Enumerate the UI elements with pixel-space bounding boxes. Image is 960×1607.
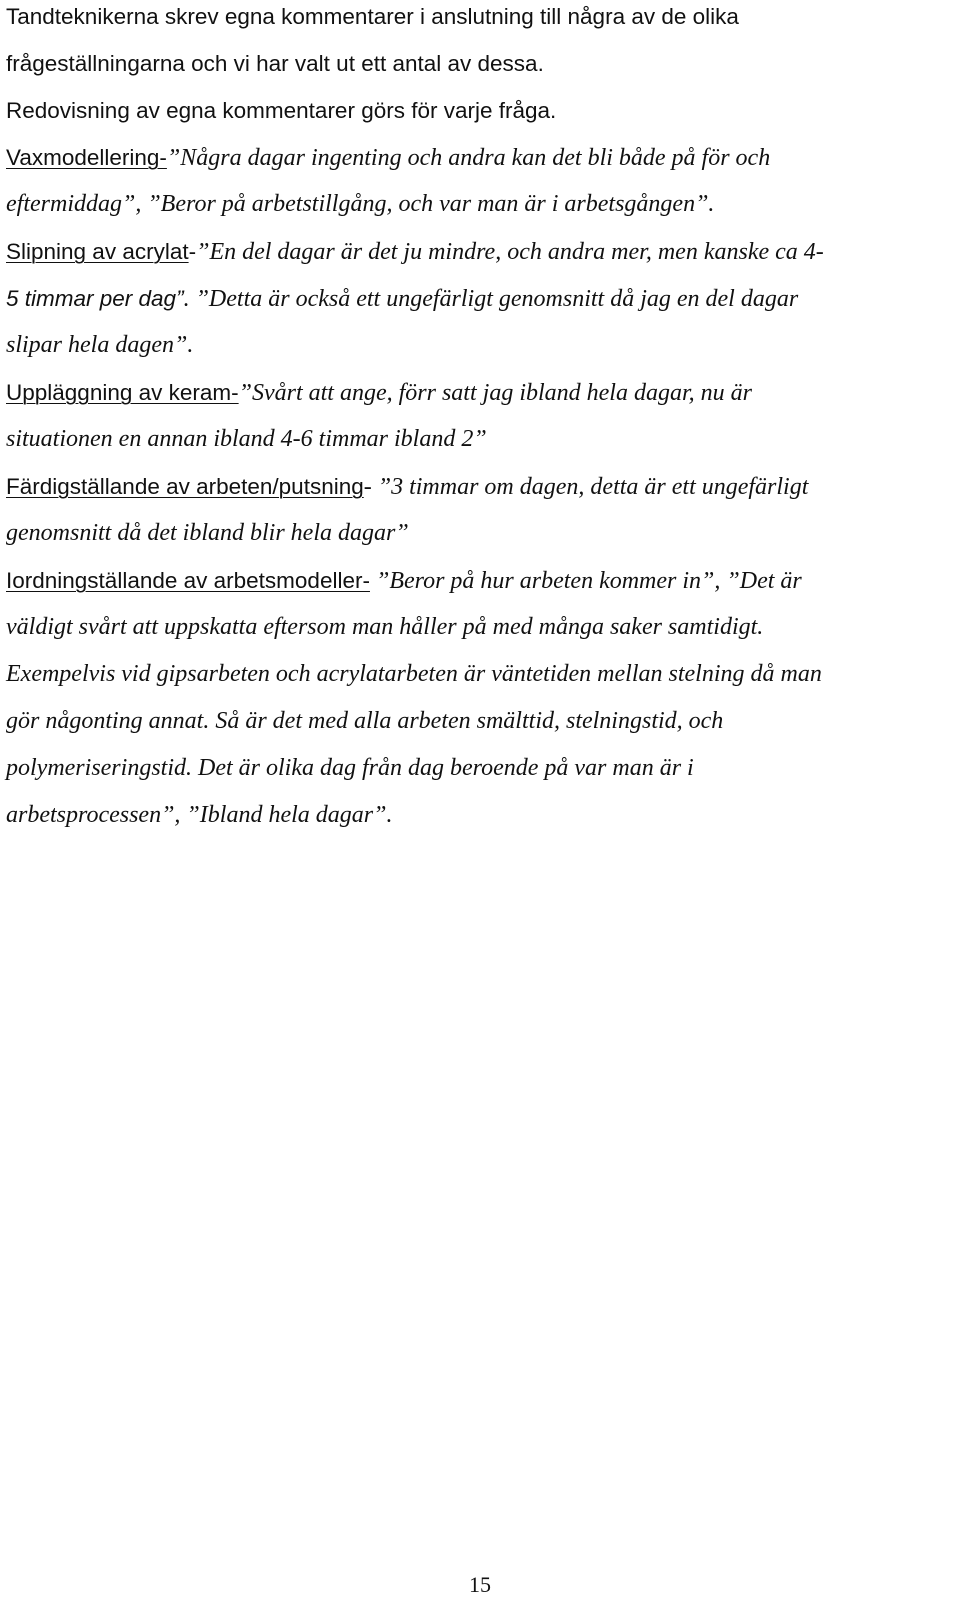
body-text: Redovisning av egna kommentarer görs för varje fråga. bbox=[6, 98, 557, 123]
quote-text: eftermiddag”, ”Beror på arbetstillgång, och var man är i arbetsgången”. bbox=[6, 191, 715, 217]
body-text: 5 timmar per dag” bbox=[6, 286, 184, 311]
text-line bbox=[6, 369, 946, 416]
quote-text: Exempelvis vid gipsarbeten och acrylatarbeten är väntetiden mellan stelning då man bbox=[6, 661, 822, 687]
quote-text: gör någonting annat. Så är det med alla arbeten smälttid, stelningstid, och bbox=[6, 708, 724, 734]
page-number: 15 bbox=[469, 1572, 491, 1597]
text-line bbox=[6, 463, 946, 510]
text-line bbox=[6, 228, 946, 275]
section-heading: Uppläggning av keram- bbox=[6, 380, 239, 405]
body-text: - bbox=[188, 239, 197, 264]
text-line bbox=[6, 745, 946, 792]
quote-text: slipar hela dagen”. bbox=[6, 332, 194, 358]
section-heading: Iordningställande av arbetsmodeller- bbox=[6, 568, 370, 593]
text-line bbox=[6, 557, 946, 604]
quote-text: polymeriseringstid. Det är olika dag från dag beroende på var man är i bbox=[6, 755, 694, 781]
section-heading: Färdigställande av arbeten/putsning bbox=[6, 474, 364, 499]
text-line bbox=[6, 510, 946, 557]
text-line bbox=[6, 792, 946, 839]
quote-text: ”Några dagar ingenting och andra kan det bli både på för och bbox=[166, 145, 771, 171]
text-line bbox=[6, 134, 946, 181]
text-line bbox=[6, 651, 946, 698]
quote-text: väldigt svårt att uppskatta eftersom man håller på med många saker samtidigt. bbox=[6, 614, 764, 640]
text-line bbox=[6, 0, 946, 40]
text-line bbox=[6, 40, 946, 87]
quote-text: ”Svårt att ange, förr satt jag ibland hela dagar, nu är bbox=[238, 380, 752, 406]
quote-text: - ”3 timmar om dagen, detta är ett ungefärligt bbox=[363, 474, 809, 500]
text-line bbox=[6, 416, 946, 463]
body-text: frågeställningarna och vi har valt ut ett antal av dessa. bbox=[6, 51, 544, 76]
text-line bbox=[6, 181, 946, 228]
quote-text: . ”Detta är också ett ungefärligt genomsnitt då jag en del dagar bbox=[183, 286, 799, 312]
quote-text: situationen en annan ibland 4-6 timmar ibland 2” bbox=[6, 426, 487, 452]
section-heading: Vaxmodellering- bbox=[6, 145, 167, 170]
quote-text: ”Beror på hur arbeten kommer in”, ”Det är bbox=[369, 568, 802, 594]
text-line bbox=[6, 275, 946, 322]
section-heading: Slipning av acrylat bbox=[6, 239, 189, 264]
document-body bbox=[6, 0, 946, 839]
body-text: Tandteknikerna skrev egna kommentarer i anslutning till några av de olika bbox=[6, 4, 739, 29]
text-line bbox=[6, 698, 946, 745]
text-line bbox=[6, 87, 946, 134]
text-line bbox=[6, 604, 946, 651]
text-line bbox=[6, 322, 946, 369]
quote-text: ”En del dagar är det ju mindre, och andra mer, men kanske ca 4- bbox=[196, 239, 824, 265]
quote-text: genomsnitt då det ibland blir hela dagar” bbox=[6, 520, 409, 546]
quote-text: arbetsprocessen”, ”Ibland hela dagar”. bbox=[6, 802, 393, 828]
